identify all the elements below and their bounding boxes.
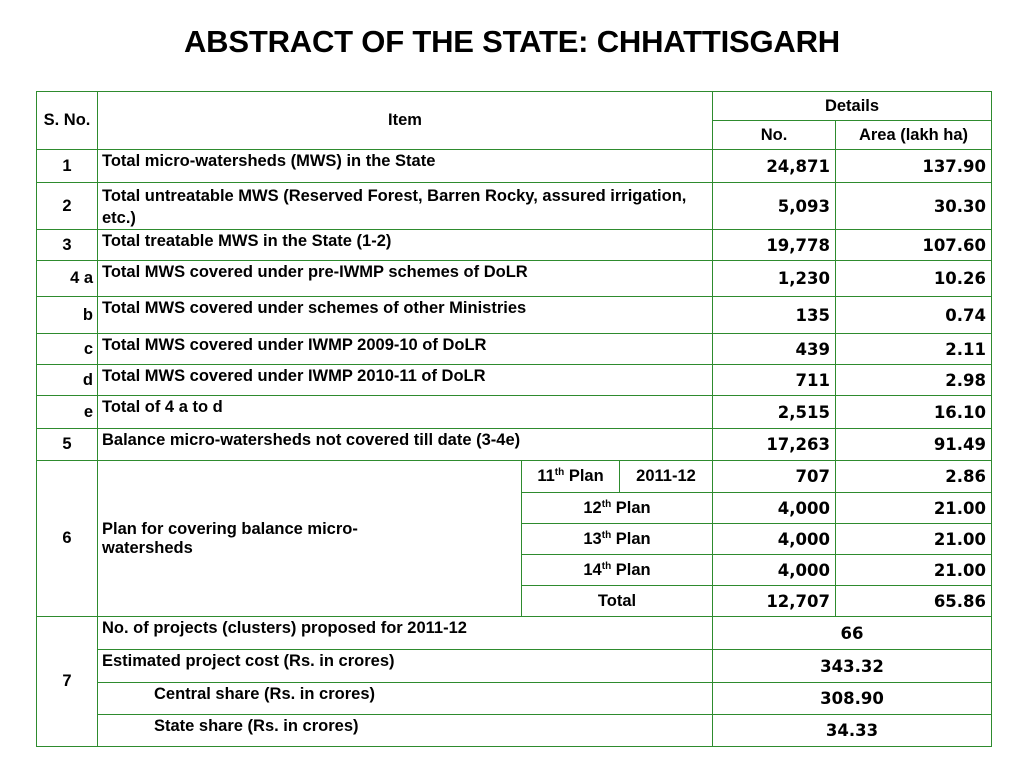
- project-row: [37, 650, 992, 683]
- project-value: 343.32: [713, 650, 992, 683]
- plan-no: 4,000: [713, 524, 836, 555]
- plan-label: 14th Plan: [522, 555, 713, 586]
- project-value: 34.33: [713, 715, 992, 747]
- plan-sno: 6: [37, 461, 98, 617]
- row-sno: b: [37, 297, 98, 334]
- row-no: 1,230: [713, 261, 836, 297]
- header-sno: S. No.: [37, 92, 98, 150]
- project-item: State share (Rs. in crores): [98, 715, 713, 747]
- row-area: 107.60: [836, 230, 992, 261]
- table-row: [37, 396, 992, 429]
- table-row: [37, 429, 992, 461]
- plan-area: 21.00: [836, 555, 992, 586]
- plan-label: 12th Plan: [522, 493, 713, 524]
- row-no: 711: [713, 365, 836, 396]
- plan-label: 13th Plan: [522, 524, 713, 555]
- project-item: No. of projects (clusters) proposed for 2011-12: [98, 617, 713, 650]
- plan-total-area: 65.86: [836, 586, 992, 617]
- header-area: Area (lakh ha): [836, 121, 992, 150]
- table-row: [37, 365, 992, 396]
- page-title: ABSTRACT OF THE STATE: CHHATTISGARH: [183, 24, 840, 59]
- row-sno: 4 a: [37, 261, 98, 297]
- row-area: 16.10: [836, 396, 992, 429]
- plan-year: 2011-12: [620, 461, 713, 493]
- table-row: [37, 297, 992, 334]
- header-details: Details: [713, 92, 992, 121]
- table-row: [37, 183, 992, 230]
- project-value: 308.90: [713, 683, 992, 715]
- row-no: 24,871: [713, 150, 836, 183]
- plan-no: 4,000: [713, 493, 836, 524]
- row-sno: 5: [37, 429, 98, 461]
- row-area: 2.11: [836, 334, 992, 365]
- row-no: 17,263: [713, 429, 836, 461]
- plan-area: 21.00: [836, 493, 992, 524]
- project-item: Estimated project cost (Rs. in crores): [98, 650, 713, 683]
- plan-area: 2.86: [836, 461, 992, 493]
- table-row: [37, 334, 992, 365]
- row-area: 0.74: [836, 297, 992, 334]
- row-no: 5,093: [713, 183, 836, 230]
- row-item: Total untreatable MWS (Reserved Forest, Barren Rocky, assured irrigation, etc.): [98, 183, 713, 230]
- row-sno: e: [37, 396, 98, 429]
- header-no: No.: [713, 121, 836, 150]
- project-item: Central share (Rs. in crores): [98, 683, 713, 715]
- row-sno: d: [37, 365, 98, 396]
- row-sno: c: [37, 334, 98, 365]
- row-sno: 1: [37, 150, 98, 183]
- row-item: Total of 4 a to d: [98, 396, 713, 429]
- row-sno: 3: [37, 230, 98, 261]
- plan-total-no: 12,707: [713, 586, 836, 617]
- plan-label: 11th Plan: [522, 461, 620, 493]
- row-item: Total MWS covered under pre-IWMP schemes of DoLR: [98, 261, 713, 297]
- header-item: Item: [98, 92, 713, 150]
- row-item: Total MWS covered under IWMP 2009-10 of DoLR: [98, 334, 713, 365]
- row-item: Total treatable MWS in the State (1-2): [98, 230, 713, 261]
- project-sno: 7: [37, 617, 98, 747]
- row-no: 439: [713, 334, 836, 365]
- project-row: [37, 715, 992, 747]
- row-item: Balance micro-watersheds not covered till date (3-4e): [98, 429, 713, 461]
- row-no: 2,515: [713, 396, 836, 429]
- plan-total-label: Total: [522, 586, 713, 617]
- row-area: 2.98: [836, 365, 992, 396]
- plan-no: 4,000: [713, 555, 836, 586]
- row-no: 135: [713, 297, 836, 334]
- table-row: [37, 150, 992, 183]
- row-item: Total MWS covered under schemes of other Ministries: [98, 297, 713, 334]
- project-value: 66: [713, 617, 992, 650]
- project-row: [37, 683, 992, 715]
- row-area: 30.30: [836, 183, 992, 230]
- plan-row: [37, 461, 992, 493]
- row-area: 91.49: [836, 429, 992, 461]
- row-area: 10.26: [836, 261, 992, 297]
- table-row: [37, 230, 992, 261]
- abstract-table: [36, 91, 992, 747]
- row-area: 137.90: [836, 150, 992, 183]
- plan-item: Plan for covering balance micro-watersheds: [98, 461, 522, 617]
- plan-no: 707: [713, 461, 836, 493]
- row-sno: 2: [37, 183, 98, 230]
- row-no: 19,778: [713, 230, 836, 261]
- row-item: Total MWS covered under IWMP 2010-11 of DoLR: [98, 365, 713, 396]
- plan-area: 21.00: [836, 524, 992, 555]
- table-row: [37, 261, 992, 297]
- row-item: Total micro-watersheds (MWS) in the State: [98, 150, 713, 183]
- project-row: [37, 617, 992, 650]
